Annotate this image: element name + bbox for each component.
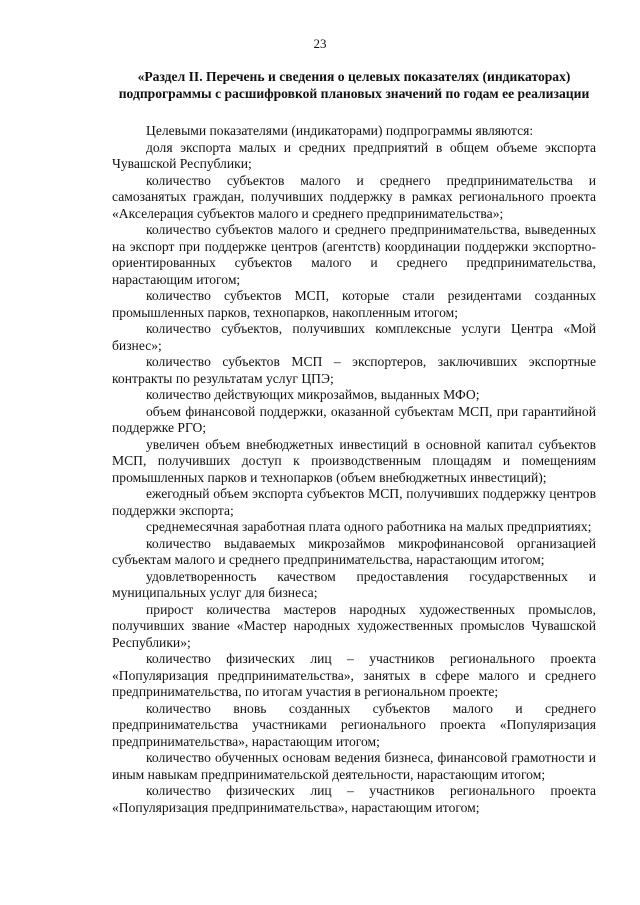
paragraph: Целевыми показателями (индикаторами) подпрограммы являются: — [146, 123, 534, 138]
paragraph: количество физических лиц – участников регионального проекта «Популяризация предпринимательства», занятых в сфере малого и среднего предпринимательства, по итогам участия в региональном проекте; — [112, 651, 596, 699]
paragraph: количество выдаваемых микрозаймов микрофинансовой организацией субъектам малого и среднего предпринимательства, нарастающим итогом; — [112, 535, 596, 567]
paragraph: прирост количества мастеров народных художественных промыслов, получивших звание «Мастер народных художественных промыслов Чувашской Республики»; — [112, 601, 596, 650]
paragraph: удовлетворенность качеством предоставления государственных и муниципальных услуг для бизнеса; — [112, 568, 596, 600]
paragraph: количество субъектов МСП, которые стали резидентами созданных промышленных парков, технопарков, накопленным итогом; — [112, 288, 596, 320]
paragraph: объем финансовой поддержки, оказанной субъектам МСП, при гарантийной поддержке РГО; — [112, 403, 596, 435]
paragraph: количество физических лиц – участников регионального проекта «Популяризация предпринимательства», нарастающим итогом; — [112, 783, 596, 815]
paragraph: количество субъектов МСП – экспортеров, заключивших экспортные контракты по результатам услуг ЦПЭ; — [112, 354, 596, 386]
paragraph: количество вновь созданных субъектов малого и среднего предпринимательства участниками регионального проекта «Популяризация предпринимательства», нарастающим итогом; — [112, 700, 596, 749]
paragraph: количество субъектов, получивших комплексные услуги Центра «Мой бизнес»; — [112, 321, 596, 353]
section-title: «Раздел II. Перечень и сведения о целевых показателях (индикаторах) подпрограммы с расшифровкой плановых значений по годам ее реализации — [118, 69, 590, 101]
paragraph: количество субъектов малого и среднего предпринимательства и самозанятых граждан, получивших поддержку в рамках регионального проекта «Акселерация субъектов малого и среднего предпринимательства»; — [112, 172, 596, 221]
paragraph: количество субъектов малого и среднего предпринимательства, выведенных на экспорт при поддержке центров (агентств) координации поддержки экспортно-ориентированных субъектов малого и среднего предпринимательства, нарастающим итогом; — [112, 222, 596, 287]
paragraph: доля экспорта малых и средних предприятий в общем объеме экспорта Чувашской Республики; — [112, 139, 596, 171]
document-body — [112, 123, 596, 816]
paragraph: количество обученных основам ведения бизнеса, финансовой грамотности и иным навыкам предпринимательской деятельности, нарастающим итогом; — [112, 750, 596, 782]
paragraph: среднемесячная заработная плата одного работника на малых предприятиях; — [146, 519, 592, 534]
page-number: 23 — [313, 36, 327, 51]
paragraph: увеличен объем внебюджетных инвестиций в основной капитал субъектов МСП, получивших доступ к производственным площадям и помещениям промышленных парков и технопарков (объем внебюджетных инвестиций); — [112, 436, 596, 485]
paragraph: ежегодный объем экспорта субъектов МСП, получивших поддержку центров поддержки экспорта; — [112, 486, 596, 518]
paragraph: количество действующих микрозаймов, выданных МФО; — [146, 387, 480, 402]
